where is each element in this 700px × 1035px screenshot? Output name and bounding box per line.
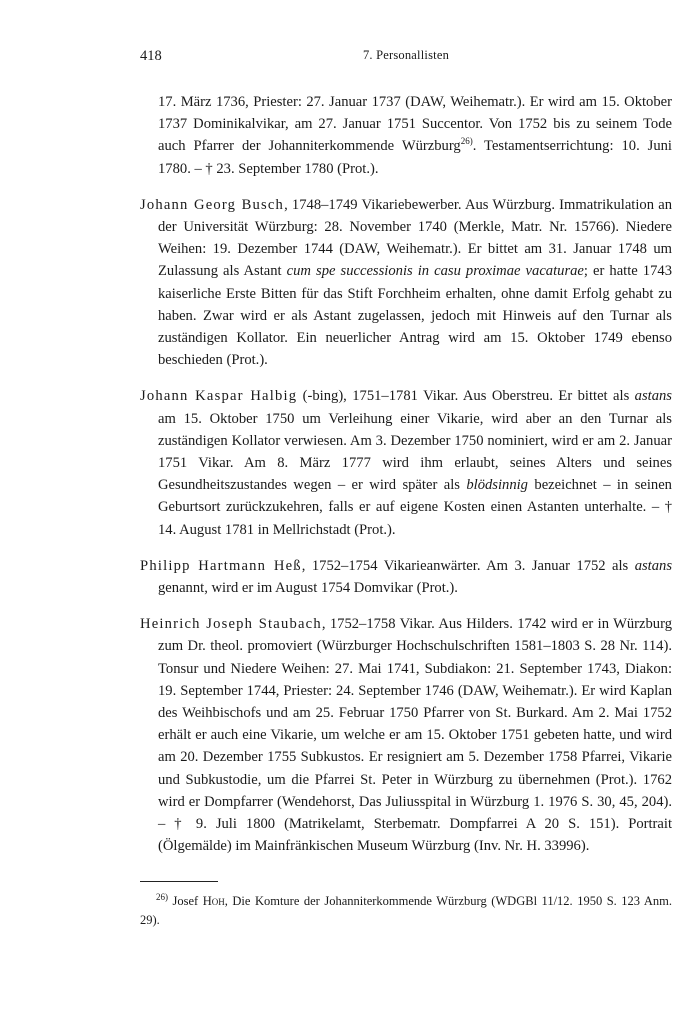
entry-busch: Johann Georg Busch, 1748–1749 Vikariebewerber. Aus Würzburg. Immatrikulation an der Universität Würzburg: 28. November 1740 (Merkle, Matr. Nr. 15766). Niedere Weihen: 19. Dezember 1744 (DAW, Weihematr.). Er bittet am 31. Januar 1748 um Zulassung als Astant cum spe successionis in casu proximae vacaturae; er hatte 1743 kaiserliche Erste Bitten für das Stift Forchheim erhalten, ohne damit Erfolg gehabt zu haben. Zwar wird er als Astant zugelassen, jedoch mit Hinweis auf den Turnar als zuständigen Kollator. Ein neuerlicher Antrag wird am 15. Oktober 1749 ebenso beschieden (Prot.).	[140, 196, 672, 369]
footnote-divider	[140, 881, 218, 882]
footnote-ref[interactable]: 26)	[460, 136, 473, 147]
entry-halbig: Johann Kaspar Halbig (-bing), 1751–1781 Vikar. Aus Oberstreu. Er bittet als astans am 15. Oktober 1750 um Verleihung einer Vikarie, wird aber an den Turnar als zuständigen Kollator verwiesen. Am 3. Dezember 1750 nominiert, wird er am 2. Januar 1751 Vikar. Am 8. März 1777 wird ihm erlaubt, seines Alters und seines Gesundheitszustandes wegen – er wird später als blödsinnig bezeichnet – in seinen Geburtsort zurückzukehren, falls er auf eigene Kosten einen Astanten unterhalte. – † 14. August 1781 in Mellrichstadt (Prot.).	[140, 388, 672, 538]
person-name: Johann Kaspar Halbig	[140, 388, 298, 405]
entry-continuation: 17. März 1736, Priester: 27. Januar 1737 (DAW, Weihematr.). Er wird am 15. Oktober 1737 Dominikalvikar, am 27. Januar 1751 Succentor. Von 1752 bis zu seinem Tode auch Pfarrer der Johanniterkommende Würzburg$^{26)}$. Testamentserrichtung: 10. Juni 1780. – † 23. September 1780 (Prot.).	[158, 94, 672, 177]
entry-hess: Philipp Hartmann Heß, 1752–1754 Vikarieanwärter. Am 3. Januar 1752 als astans genannt, wird er im August 1754 Domvikar (Prot.).	[140, 557, 673, 597]
page-number: 418	[140, 48, 162, 64]
running-head: 7. Personallisten	[362, 48, 450, 62]
person-name: Philipp Hartmann Heß	[140, 557, 302, 574]
body-text	[140, 91, 672, 872]
footnote: $^{26)}$ Josef Hoh, Die Komture der Johanniterkommende Würzburg (WDGBl 11/12. 1950 S. 123 Anm. 29).	[140, 891, 672, 927]
entry-staubach: Heinrich Joseph Staubach, 1752–1758 Vikar. Aus Hilders. 1742 wird er in Würzburg zum Dr. theol. promoviert (Würzburger Hochschulschriften 1581–1803 S. 28 Nr. 114). Tonsur und Niedere Weihen: 27. Mai 1741, Subdiakon: 21. September 1743, Diakon: 19. September 1744, Priester: 24. September 1746 (DAW, Weihematr.). Er wird Kaplan des Weihbischofs und am 25. Februar 1750 Pfarrer von St. Burkard. Am 2. Mai 1752 erhält er auch eine Vikarie, um welche er am 15. Oktober 1751 gebeten hatte, und wird am 20. Dezember 1755 Subkustos. Er resigniert am 5. Dezember 1758 Pfarrei, Vikarie und Subkustodie, um die Pfarrei St. Peter in Würzburg zu übernehmen (Prot.). 1762 wird er Dompfarrer (Wendehorst, Das Juliusspital in Würzburg 1. 1976 S. 30, 45, 204). – † 9. Juli 1800 (Matrikelamt, Sterbematr. Dompfarrei A 20 S. 151). Portrait (Ölgemälde) im Mainfränkischen Museum Würzburg (Inv. Nr. H. 33996).	[140, 616, 672, 855]
person-name: Johann Georg Busch	[140, 196, 285, 213]
footnote-author: Hoh	[202, 894, 225, 908]
person-name: Heinrich Joseph Staubach	[140, 616, 322, 633]
footnote-marker: 26)	[156, 891, 168, 902]
page-header	[140, 48, 672, 68]
